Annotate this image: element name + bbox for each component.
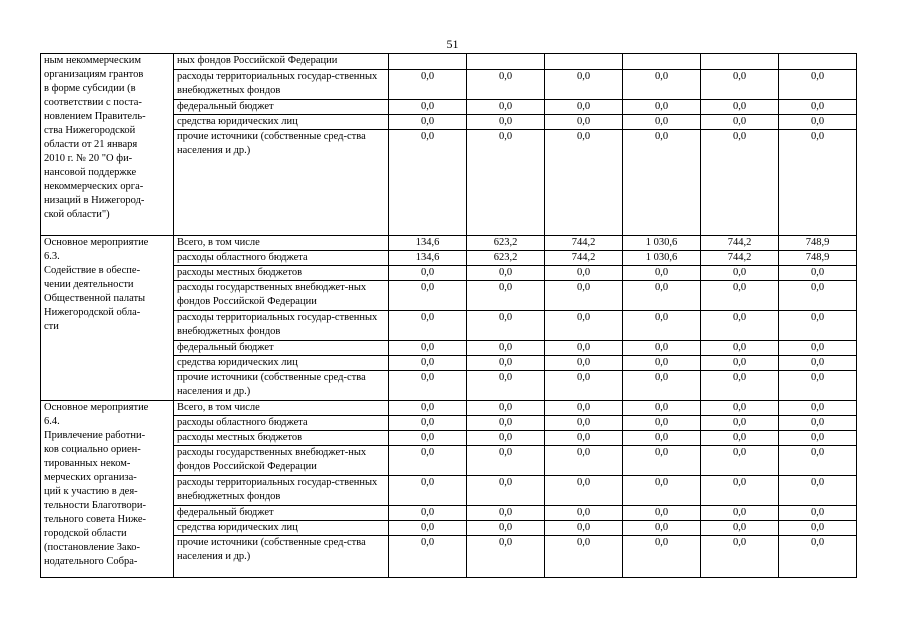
amount-cell: 0,0 (545, 70, 623, 100)
amount-cell: 0,0 (389, 341, 467, 356)
amount-cell: 0,0 (467, 476, 545, 506)
amount-cell: 0,0 (467, 115, 545, 130)
amount-cell: 0,0 (779, 356, 857, 371)
amount-cell: 0,0 (779, 401, 857, 416)
amount-cell: 0,0 (779, 281, 857, 311)
funding-source-label: прочие источники (собственные сред-ства населения и др.) (174, 371, 389, 401)
amount-cell: 0,0 (779, 371, 857, 401)
description-line: организациям грантов (44, 69, 144, 80)
amount-cell: 0,0 (389, 100, 467, 115)
description-line: ций к участию в дея- (44, 486, 138, 497)
amount-cell: 0,0 (779, 70, 857, 100)
amount-cell: 0,0 (389, 416, 467, 431)
amount-cell: 0,0 (623, 100, 701, 115)
amount-cell: 0,0 (545, 416, 623, 431)
amount-cell: 0,0 (701, 311, 779, 341)
amount-cell: 0,0 (545, 341, 623, 356)
amount-cell: 748,9 (779, 236, 857, 251)
funding-source-label: ных фондов Российской Федерации (174, 54, 389, 70)
funding-source-label: средства юридических лиц (174, 521, 389, 536)
amount-cell: 0,0 (779, 266, 857, 281)
amount-cell: 744,2 (701, 236, 779, 251)
description-line: 6.3. (44, 251, 60, 262)
description-line: нодательного Собра- (44, 556, 138, 567)
funding-source-label: средства юридических лиц (174, 115, 389, 130)
funding-table (40, 53, 857, 578)
amount-cell: 0,0 (467, 356, 545, 371)
amount-cell: 0,0 (467, 70, 545, 100)
description-line: 2010 г. № 20 "О фи- (44, 153, 133, 164)
amount-cell: 0,0 (623, 115, 701, 130)
amount-cell: 0,0 (623, 431, 701, 446)
amount-cell: 0,0 (545, 446, 623, 476)
amount-cell: 0,0 (779, 115, 857, 130)
amount-cell: 0,0 (623, 311, 701, 341)
amount-cell: 0,0 (467, 446, 545, 476)
amount-cell: 1 030,6 (623, 251, 701, 266)
description-line: чении деятельности (44, 279, 134, 290)
funding-source-label: прочие источники (собственные сред-ства населения и др.) (174, 130, 389, 236)
funding-source-label: расходы государственных внебюджет-ных фондов Российской Федерации (174, 446, 389, 476)
amount-cell: 0,0 (467, 311, 545, 341)
description-line: ков социально ориен- (44, 444, 141, 455)
amount-cell: 0,0 (701, 266, 779, 281)
amount-cell: 0,0 (623, 536, 701, 578)
amount-cell (467, 54, 545, 70)
amount-cell: 0,0 (389, 115, 467, 130)
amount-cell: 0,0 (545, 311, 623, 341)
amount-cell: 0,0 (467, 506, 545, 521)
amount-cell: 0,0 (701, 446, 779, 476)
amount-cell: 0,0 (701, 536, 779, 578)
amount-cell: 0,0 (779, 521, 857, 536)
amount-cell: 0,0 (389, 401, 467, 416)
amount-cell: 0,0 (389, 476, 467, 506)
amount-cell: 0,0 (701, 416, 779, 431)
amount-cell: 0,0 (545, 476, 623, 506)
funding-source-label: средства юридических лиц (174, 356, 389, 371)
amount-cell (545, 54, 623, 70)
amount-cell: 623,2 (467, 236, 545, 251)
amount-cell: 0,0 (545, 431, 623, 446)
description-line: 6.4. (44, 416, 60, 427)
description-line: Основное мероприятие (44, 402, 149, 413)
amount-cell: 0,0 (467, 431, 545, 446)
amount-cell: 0,0 (545, 521, 623, 536)
amount-cell: 0,0 (701, 341, 779, 356)
funding-source-label: расходы территориальных государ-ственных внебюджетных фондов (174, 476, 389, 506)
description-line: тированных неком- (44, 458, 131, 469)
amount-cell: 0,0 (467, 130, 545, 236)
amount-cell: 744,2 (701, 251, 779, 266)
description-line: ской области") (44, 209, 110, 220)
amount-cell: 0,0 (545, 100, 623, 115)
description-line: Привлечение работни- (44, 430, 146, 441)
amount-cell: 0,0 (779, 476, 857, 506)
amount-cell: 0,0 (701, 356, 779, 371)
amount-cell: 0,0 (701, 521, 779, 536)
amount-cell: 0,0 (467, 341, 545, 356)
amount-cell: 0,0 (467, 281, 545, 311)
description-line: Основное мероприятие (44, 237, 149, 248)
description-line: Нижегородской обла- (44, 307, 141, 318)
page-number: 51 (446, 37, 459, 51)
amount-cell: 0,0 (545, 266, 623, 281)
description-line: нансовой поддержке (44, 167, 137, 178)
amount-cell: 0,0 (623, 130, 701, 236)
amount-cell: 0,0 (701, 476, 779, 506)
amount-cell (389, 54, 467, 70)
amount-cell: 0,0 (545, 536, 623, 578)
amount-cell: 0,0 (779, 130, 857, 236)
description-line: некоммерческих орга- (44, 181, 144, 192)
description-line: ства Нижегородской (44, 125, 136, 136)
funding-source-label: Всего, в том числе (174, 401, 389, 416)
funding-source-label: федеральный бюджет (174, 506, 389, 521)
amount-cell: 0,0 (467, 266, 545, 281)
amount-cell: 0,0 (779, 100, 857, 115)
description-line: в форме субсидии (в (44, 83, 136, 94)
amount-cell: 0,0 (779, 431, 857, 446)
amount-cell: 0,0 (701, 431, 779, 446)
funding-source-label: расходы областного бюджета (174, 251, 389, 266)
table-row (41, 236, 857, 251)
amount-cell: 0,0 (467, 521, 545, 536)
description-line: мерческих организа- (44, 472, 137, 483)
amount-cell: 0,0 (623, 401, 701, 416)
amount-cell: 0,0 (623, 506, 701, 521)
description-line: низаций в Нижегород- (44, 195, 145, 206)
amount-cell: 0,0 (701, 130, 779, 236)
amount-cell: 0,0 (545, 281, 623, 311)
amount-cell: 0,0 (545, 506, 623, 521)
amount-cell: 0,0 (389, 536, 467, 578)
table-row (41, 54, 857, 70)
amount-cell: 0,0 (623, 371, 701, 401)
amount-cell: 0,0 (389, 521, 467, 536)
description-line: городской области (44, 528, 127, 539)
amount-cell: 0,0 (467, 416, 545, 431)
amount-cell: 134,6 (389, 236, 467, 251)
amount-cell: 0,0 (389, 446, 467, 476)
funding-source-label: расходы местных бюджетов (174, 431, 389, 446)
funding-source-label: Всего, в том числе (174, 236, 389, 251)
amount-cell (623, 54, 701, 70)
funding-source-label: федеральный бюджет (174, 100, 389, 115)
amount-cell: 744,2 (545, 236, 623, 251)
amount-cell: 0,0 (467, 371, 545, 401)
amount-cell: 0,0 (545, 115, 623, 130)
amount-cell: 0,0 (623, 341, 701, 356)
amount-cell: 0,0 (701, 401, 779, 416)
amount-cell: 0,0 (623, 446, 701, 476)
description-line: соответствии с поста- (44, 97, 142, 108)
amount-cell: 0,0 (467, 536, 545, 578)
amount-cell: 0,0 (467, 401, 545, 416)
amount-cell: 0,0 (545, 371, 623, 401)
amount-cell: 0,0 (623, 266, 701, 281)
amount-cell: 623,2 (467, 251, 545, 266)
funding-source-label: расходы территориальных государ-ственных внебюджетных фондов (174, 70, 389, 100)
amount-cell: 0,0 (389, 506, 467, 521)
measure-description (41, 236, 174, 401)
amount-cell (701, 54, 779, 70)
amount-cell: 0,0 (779, 416, 857, 431)
description-line: Содействие в обеспе- (44, 265, 141, 276)
amount-cell: 0,0 (701, 281, 779, 311)
amount-cell: 0,0 (623, 356, 701, 371)
amount-cell: 1 030,6 (623, 236, 701, 251)
table-row (41, 401, 857, 416)
amount-cell: 0,0 (389, 311, 467, 341)
amount-cell: 0,0 (623, 70, 701, 100)
amount-cell: 748,9 (779, 251, 857, 266)
amount-cell: 0,0 (389, 356, 467, 371)
description-line: (постановление Зако- (44, 542, 141, 553)
funding-source-label: прочие источники (собственные сред-ства населения и др.) (174, 536, 389, 578)
funding-source-label: расходы местных бюджетов (174, 266, 389, 281)
amount-cell: 0,0 (779, 341, 857, 356)
funding-source-label: расходы областного бюджета (174, 416, 389, 431)
amount-cell: 134,6 (389, 251, 467, 266)
description-line: Общественной палаты (44, 293, 146, 304)
amount-cell: 0,0 (779, 311, 857, 341)
amount-cell: 0,0 (623, 416, 701, 431)
description-line: области от 21 января (44, 139, 138, 150)
amount-cell: 0,0 (779, 536, 857, 578)
measure-description (41, 54, 174, 236)
amount-cell: 0,0 (623, 521, 701, 536)
amount-cell: 0,0 (389, 266, 467, 281)
amount-cell: 0,0 (389, 70, 467, 100)
amount-cell (779, 54, 857, 70)
amount-cell: 0,0 (389, 130, 467, 236)
amount-cell: 0,0 (779, 446, 857, 476)
amount-cell: 0,0 (545, 130, 623, 236)
amount-cell: 0,0 (545, 401, 623, 416)
amount-cell: 0,0 (623, 476, 701, 506)
description-line: ным некоммерческим (44, 55, 142, 66)
amount-cell: 744,2 (545, 251, 623, 266)
description-line: тельного совета Ниже- (44, 514, 147, 525)
funding-source-label: федеральный бюджет (174, 341, 389, 356)
amount-cell: 0,0 (389, 371, 467, 401)
amount-cell: 0,0 (701, 115, 779, 130)
description-line: сти (44, 321, 59, 332)
measure-description (41, 401, 174, 578)
amount-cell: 0,0 (623, 281, 701, 311)
amount-cell: 0,0 (701, 70, 779, 100)
description-line: тельности Благотвори- (44, 500, 146, 511)
amount-cell: 0,0 (701, 371, 779, 401)
amount-cell: 0,0 (389, 281, 467, 311)
amount-cell: 0,0 (467, 100, 545, 115)
amount-cell: 0,0 (701, 506, 779, 521)
amount-cell: 0,0 (545, 356, 623, 371)
description-line: новлением Правитель- (44, 111, 146, 122)
amount-cell: 0,0 (701, 100, 779, 115)
funding-source-label: расходы государственных внебюджет-ных фондов Российской Федерации (174, 281, 389, 311)
amount-cell: 0,0 (779, 506, 857, 521)
amount-cell: 0,0 (389, 431, 467, 446)
funding-source-label: расходы территориальных государ-ственных внебюджетных фондов (174, 311, 389, 341)
